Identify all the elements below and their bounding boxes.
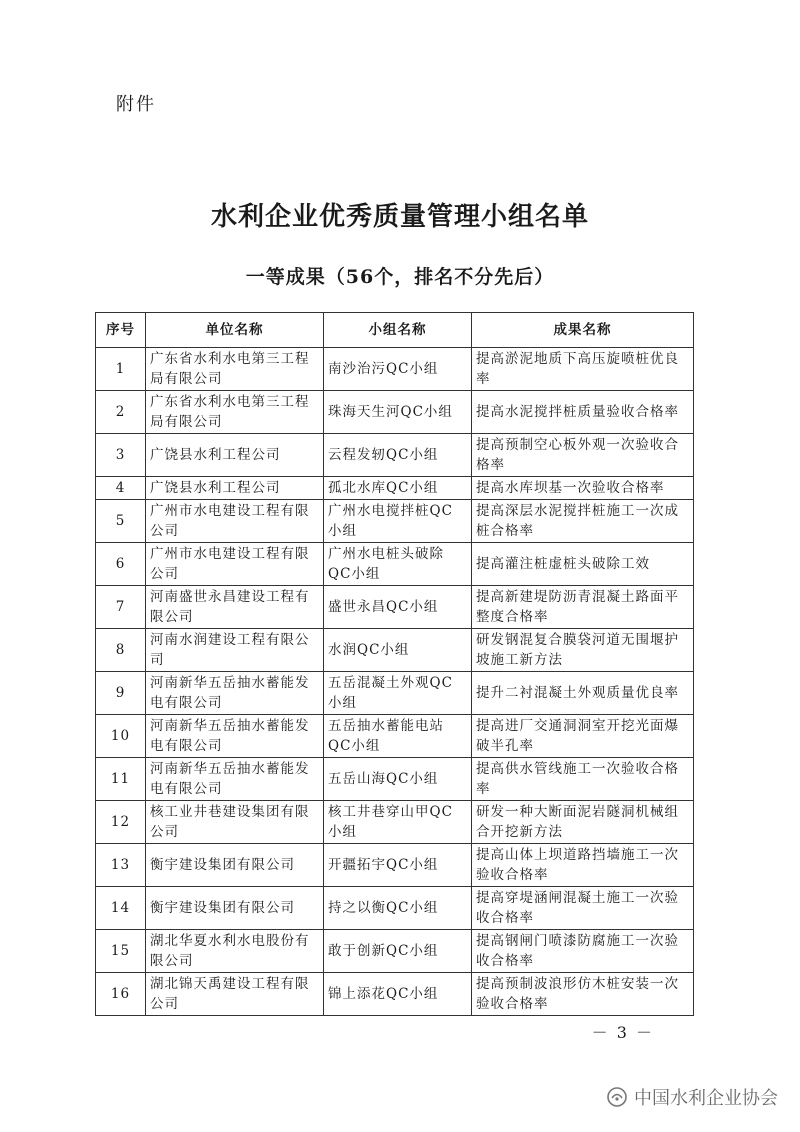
table-row — [96, 973, 694, 1016]
table-row — [96, 629, 694, 672]
cell-unit: 广饶县水利工程公司 — [146, 434, 324, 477]
cell-unit: 衡宇建设集团有限公司 — [146, 844, 324, 887]
cell-group: 五岳混凝土外观QC小组 — [324, 672, 472, 715]
header-unit: 单位名称 — [146, 313, 324, 348]
table-row — [96, 844, 694, 887]
cell-group: 五岳抽水蓄能电站QC小组 — [324, 715, 472, 758]
cell-unit: 广东省水利水电第三工程局有限公司 — [146, 391, 324, 434]
cell-unit: 河南新华五岳抽水蓄能发电有限公司 — [146, 715, 324, 758]
cell-unit: 广饶县水利工程公司 — [146, 477, 324, 500]
cell-group: 核工井巷穿山甲QC小组 — [324, 801, 472, 844]
cell-index: 15 — [96, 930, 146, 973]
cell-unit: 湖北华夏水利水电股份有限公司 — [146, 930, 324, 973]
cell-index: 6 — [96, 543, 146, 586]
cell-unit: 核工业井巷建设集团有限公司 — [146, 801, 324, 844]
cell-result: 提高穿堤涵闸混凝土施工一次验收合格率 — [472, 887, 694, 930]
cell-group: 五岳山海QC小组 — [324, 758, 472, 801]
cell-group: 持之以衡QC小组 — [324, 887, 472, 930]
cell-index: 9 — [96, 672, 146, 715]
cell-result: 研发钢混复合膜袋河道无围堰护坡施工新方法 — [472, 629, 694, 672]
cell-unit: 河南新华五岳抽水蓄能发电有限公司 — [146, 758, 324, 801]
cell-result: 提高供水管线施工一次验收合格率 — [472, 758, 694, 801]
cell-group: 孤北水库QC小组 — [324, 477, 472, 500]
cell-unit: 衡宇建设集团有限公司 — [146, 887, 324, 930]
cell-index: 8 — [96, 629, 146, 672]
cell-result: 提高水泥搅拌桩质量验收合格率 — [472, 391, 694, 434]
cell-result: 提高新建堤防沥青混凝土路面平整度合格率 — [472, 586, 694, 629]
cell-result: 提高进厂交通洞洞室开挖光面爆破半孔率 — [472, 715, 694, 758]
table-row — [96, 477, 694, 500]
table-row — [96, 391, 694, 434]
cell-index: 5 — [96, 500, 146, 543]
cell-group: 珠海天生河QC小组 — [324, 391, 472, 434]
cell-group: 锦上添花QC小组 — [324, 973, 472, 1016]
table-row — [96, 758, 694, 801]
table-row — [96, 586, 694, 629]
cell-index: 4 — [96, 477, 146, 500]
cell-unit: 湖北锦天禹建设工程有限公司 — [146, 973, 324, 1016]
cell-group: 开疆拓宇QC小组 — [324, 844, 472, 887]
header-result: 成果名称 — [472, 313, 694, 348]
document-title: 水利企业优秀质量管理小组名单 — [210, 202, 589, 232]
cell-index: 13 — [96, 844, 146, 887]
cell-result: 研发一种大断面泥岩隧洞机械组合开挖新方法 — [472, 801, 694, 844]
cell-group: 水润QC小组 — [324, 629, 472, 672]
cell-index: 11 — [96, 758, 146, 801]
table-row — [96, 801, 694, 844]
cell-result: 提高灌注桩虚桩头破除工效 — [472, 543, 694, 586]
cell-index: 3 — [96, 434, 146, 477]
cell-unit: 河南盛世永昌建设工程有限公司 — [146, 586, 324, 629]
cell-index: 10 — [96, 715, 146, 758]
cell-result: 提高钢闸门喷漆防腐施工一次验收合格率 — [472, 930, 694, 973]
cell-group: 广州水电搅拌桩QC小组 — [324, 500, 472, 543]
table-header-row — [96, 313, 694, 348]
cell-unit: 广东省水利水电第三工程局有限公司 — [146, 348, 324, 391]
cell-result: 提高水库坝基一次验收合格率 — [472, 477, 694, 500]
cell-group: 南沙治污QC小组 — [324, 348, 472, 391]
table-row — [96, 543, 694, 586]
cell-index: 12 — [96, 801, 146, 844]
cell-index: 14 — [96, 887, 146, 930]
cell-group: 云程发轫QC小组 — [324, 434, 472, 477]
cell-index: 2 — [96, 391, 146, 434]
cell-unit: 广州市水电建设工程有限公司 — [146, 500, 324, 543]
table-row — [96, 500, 694, 543]
attachment-label: 附件 — [116, 94, 156, 115]
wechat-channel-icon — [606, 1086, 628, 1108]
cell-result: 提高淤泥地质下高压旋喷桩优良率 — [472, 348, 694, 391]
watermark — [606, 1084, 778, 1110]
cell-result: 提升二衬混凝土外观质量优良率 — [472, 672, 694, 715]
document-subtitle: 一等成果（56个，排名不分先后） — [245, 266, 555, 288]
cell-unit: 河南新华五岳抽水蓄能发电有限公司 — [146, 672, 324, 715]
results-table — [95, 312, 694, 1016]
cell-group: 敢于创新QC小组 — [324, 930, 472, 973]
page-number: － 3 － — [591, 1023, 654, 1042]
header-index: 序号 — [96, 313, 146, 348]
table-row — [96, 930, 694, 973]
cell-result: 提高山体上坝道路挡墙施工一次验收合格率 — [472, 844, 694, 887]
table-row — [96, 715, 694, 758]
table-row — [96, 887, 694, 930]
table-row — [96, 348, 694, 391]
cell-group: 广州水电桩头破除QC小组 — [324, 543, 472, 586]
cell-index: 1 — [96, 348, 146, 391]
cell-unit: 广州市水电建设工程有限公司 — [146, 543, 324, 586]
cell-index: 16 — [96, 973, 146, 1016]
header-group: 小组名称 — [324, 313, 472, 348]
table-row — [96, 672, 694, 715]
table-row — [96, 434, 694, 477]
cell-unit: 河南水润建设工程有限公司 — [146, 629, 324, 672]
cell-result: 提高预制空心板外观一次验收合格率 — [472, 434, 694, 477]
watermark-text: 中国水利企业协会 — [634, 1088, 778, 1109]
cell-result: 提高预制波浪形仿木桩安装一次验收合格率 — [472, 973, 694, 1016]
cell-index: 7 — [96, 586, 146, 629]
cell-group: 盛世永昌QC小组 — [324, 586, 472, 629]
cell-result: 提高深层水泥搅拌桩施工一次成桩合格率 — [472, 500, 694, 543]
